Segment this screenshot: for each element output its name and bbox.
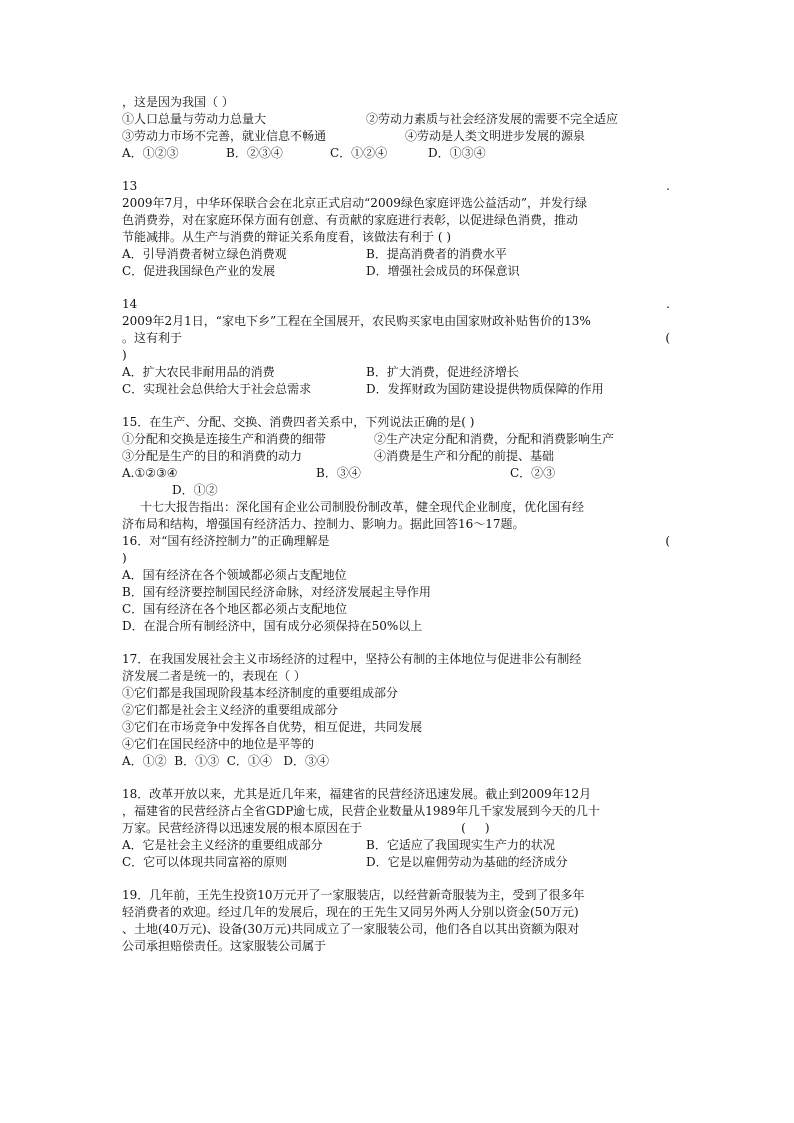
q13-choice-a: A．引导消费者树立绿色消费观 [122,247,287,261]
q18-line-3: 万家。民营经济得以迅速发展的根本原因在于 ( ) [122,821,490,835]
q14-line-2-text: 。这有利于 [122,331,183,345]
q15-choice-b: B．③④ [316,466,361,480]
q17-option-1: ①它们都是我国现阶段基本经济制度的重要组成部分 [122,686,399,700]
q13-choice-b: B．提高消费者的消费水平 [366,247,507,261]
q14-line-1: 2009年2月1日，“家电下乡”工程在全国展开，农民购买家电由国家财政补贴售价的13% [122,314,591,328]
q14-choices-row1 [122,364,670,381]
q17-option-3: ③它们在市场竞争中发挥各自优势，相互促进，共同发展 [122,720,423,734]
q12-choice-b: B．②③④ [226,146,283,160]
q15-stem: 15．在生产、分配、交换、消费四者关系中，下列说法正确的是( ) [122,415,475,429]
q16-choice-c: C．国有经济在各个地区都必须占支配地位 [122,602,348,616]
q18-choice-a: A．它是社会主义经济的重要组成部分 [122,838,323,852]
q12-choices [122,145,670,162]
q12-option-3: ③劳动力市场不完善，就业信息不畅通 [122,129,327,143]
q15-choices [122,465,670,482]
q15-choice-a: A.①②③④ [122,466,178,480]
q18-choices-row2 [122,854,670,871]
q16-choice-b: B．国有经济要控制国民经济命脉，对经济发展起主导作用 [122,585,431,599]
q19-line-1: 19．几年前，王先生投资10万元开了一家服装店，以经营新奇服装为主，受到了很多年 [122,888,585,902]
q16-stem: 16．对“国有经济控制力”的正确理解是 [122,534,330,548]
q15-option-2: ②生产决定分配和消费，分配和消费影响生产 [374,432,615,446]
exam-page [122,94,670,955]
q13-dot: . [666,179,670,193]
q18-choices-row1 [122,837,670,854]
q16-choice-d: D．在混合所有制经济中，国有成分必须保持在50%以上 [122,619,423,633]
q15-options-row2 [122,448,670,465]
q16-stem-line [122,533,670,550]
q18-choice-c: C．它可以体现共同富裕的原则 [122,855,288,869]
q18-choice-d: D．它是以雇佣劳动为基础的经济成分 [366,855,568,869]
q19-line-3: 、土地(40万元)、设备(30万元)共同成立了一家服装公司，他们各自以其出资额为限对 [122,922,580,936]
q13-line-1: 2009年7月，中华环保联合会在北京正式启动“2009绿色家庭评选公益活动”，并发行绿 [122,196,587,210]
q13-choices-row2 [122,263,670,280]
q18-line-1: 18．改革开放以来，尤其是近几年来，福建省的民营经济迅速发展。截止到2009年12月 [122,787,592,801]
q16-paren-open: ( [665,534,670,548]
q13-choice-d: D．增强社会成员的环保意识 [366,264,520,278]
q15-option-3: ③分配是生产的目的和消费的动力 [122,449,303,463]
q14-paren-open: ( [665,331,670,345]
q19-line-4: 公司承担赔偿责任。这家服装公司属于 [122,939,327,953]
q12-choice-d: D．①③④ [428,146,486,160]
q12-choice-c: C．①②④ [330,146,388,160]
q15-option-4: ④消费是生产和分配的前提、基础 [374,449,555,463]
q14-choice-d: D．发挥财政为国防建设提供物质保障的作用 [366,382,604,396]
q16-choice-a: A．国有经济在各个领域都必须占支配地位 [122,568,347,582]
q19-line-2: 轻消费者的欢迎。经过几年的发展后，现在的王先生又同另外两人分别以资金(50万元) [122,905,579,919]
q12-option-1: ①人口总量与劳动力总量大 [122,112,267,126]
q17-option-4: ④它们在国民经济中的地位是平等的 [122,737,315,751]
q13-line-2: 色消费券，对在家庭环保方面有创意、有贡献的家庭进行表彰，以促进绿色消费，推动 [122,213,579,227]
q14-paren-close: ) [122,348,127,362]
q15-choice-d: D．①② [172,483,218,497]
q14-choices-row2 [122,381,670,398]
q15-option-1: ①分配和交换是连接生产和消费的细带 [122,432,327,446]
q12-options-row1 [122,111,670,128]
q14-choice-a: A．扩大农民非耐用品的消费 [122,365,275,379]
q18-choice-b: B．它适应了我国现实生产力的状况 [366,838,555,852]
q17-line-2: 济发展二者是统一的，表现在（ ） [122,669,306,683]
q12-choice-a: A．①②③ [122,146,179,160]
q13-choices-row1 [122,246,670,263]
q14-number: 14 [122,297,138,311]
q12-option-2: ②劳动力素质与社会经济发展的需要不完全适应 [366,112,619,126]
q12-option-4: ④劳动是人类文明进步发展的源泉 [405,129,586,143]
q13-number: 13 [122,179,138,193]
q14-line-2 [122,330,670,347]
q15-choice-c: C．②③ [510,466,556,480]
q16-paren-close: ) [122,551,127,565]
q12-stem: ，这是因为我国（ ） [122,95,234,109]
q17-choices: A．①② B．①③ C．①④ D．③④ [122,754,329,768]
q14-dot: . [666,297,670,311]
q17-line-1: 17．在我国发展社会主义市场经济的过程中，坚持公有制的主体地位与促进非公有制经 [122,652,582,666]
intro-line-1: 十七大报告指出：深化国有企业公司制股份制改革，健全现代企业制度，优化国有经 [140,500,585,514]
q12-options-row2 [122,128,670,145]
q14-number-line [122,296,670,313]
intro-line-2: 济布局和结构，增强国有经济活力、控制力、影响力。据此回答16～17题。 [122,517,525,531]
q18-line-2: ，福建省的民营经济占全省GDP逾七成，民营企业数量从1989年几千家发展到今天的几十 [122,804,600,818]
q14-choice-c: C．实现社会总供给大于社会总需求 [122,382,312,396]
q15-options-row1 [122,431,670,448]
q14-choice-b: B．扩大消费，促进经济增长 [366,365,519,379]
q13-line-3: 节能减排。从生产与消费的辩证关系角度看，该做法有利于 ( ) [122,230,451,244]
q13-number-line [122,178,670,195]
q13-choice-c: C．促进我国绿色产业的发展 [122,264,276,278]
q17-option-2: ②它们都是社会主义经济的重要组成部分 [122,703,339,717]
